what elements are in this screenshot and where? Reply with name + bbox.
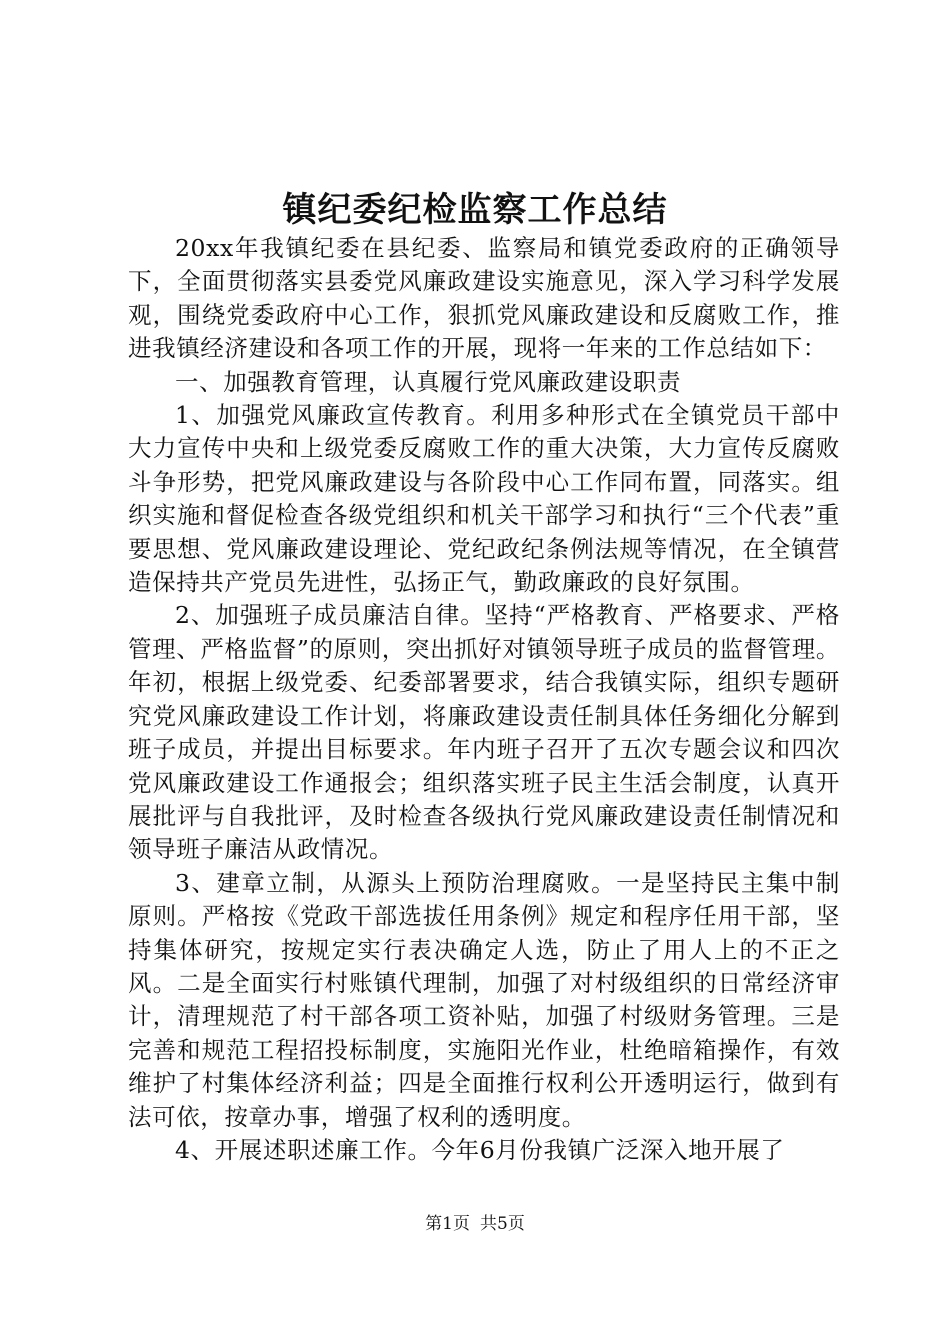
page-total: 共5页 [480, 1214, 525, 1234]
paragraph-item-2: 2、加强班子成员廉洁自律。坚持“严格教育、严格要求、严格管理、严格监督”的原则，突出抓好对镇领导班子成员的监督管理。年初，根据上级党委、纪委部署要求，结合我镇实际，组织专题研究党风廉政建设工作计划，将廉政建设责任制具体任务细化分解到班子成员，并提出目标要求。年内班子召开了五次专题会议和四次党风廉政建设工作通报会；组织落实班子民主生活会制度，认真开展批评与自我批评，及时检查各级执行党风廉政建设责任制情况和领导班子廉洁从政情况。 [128, 601, 840, 864]
page-number: 第1页 [425, 1214, 470, 1234]
paragraph-item-1: 1、加强党风廉政宣传教育。利用多种形式在全镇党员干部中大力宣传中央和上级党委反腐败工作的重大决策，大力宣传反腐败斗争形势，把党风廉政建设与各阶段中心工作同布置，同落实。组织实施和督促检查各级党组织和机关干部学习和执行“三个代表”重要思想、党风廉政建设理论、党纪政纪条例法规等情况，在全镇营造保持共产党员先进性，弘扬正气，勤政廉政的良好氛围。 [128, 401, 840, 597]
document-body [128, 232, 840, 1167]
paragraph-item-3: 3、建章立制，从源头上预防治理腐败。一是坚持民主集中制原则。严格按《党政干部选拔任用条例》规定和程序任用干部，坚持集体研究，按规定实行表决确定人选，防止了用人上的不正之风。二是全面实行村账镇代理制，加强了对村级组织的日常经济审计，清理规范了村干部各项工资补贴，加强了村级财务管理。三是完善和规范工程招投标制度，实施阳光作业，杜绝暗箱操作，有效维护了村集体经济利益；四是全面推行权利公开透明运行，做到有法可依，按章办事，增强了权利的透明度。 [128, 868, 840, 1131]
section-heading-1: 一、加强教育管理，认真履行党风廉政建设职责 [175, 367, 682, 396]
page-footer [0, 1212, 950, 1236]
document-title: 镇纪委纪检监察工作总结 [282, 190, 668, 230]
paragraph-intro: 20xx年我镇纪委在县纪委、监察局和镇党委政府的正确领导下，全面贯彻落实县委党风廉政建设实施意见，深入学习科学发展观，围绕党委政府中心工作，狠抓党风廉政建设和反腐败工作，推进我镇经济建设和各项工作的开展，现将一年来的工作总结如下： [128, 234, 840, 363]
paragraph-item-4: 4、开展述职述廉工作。今年6月份我镇广泛深入地开展了 [175, 1135, 785, 1164]
